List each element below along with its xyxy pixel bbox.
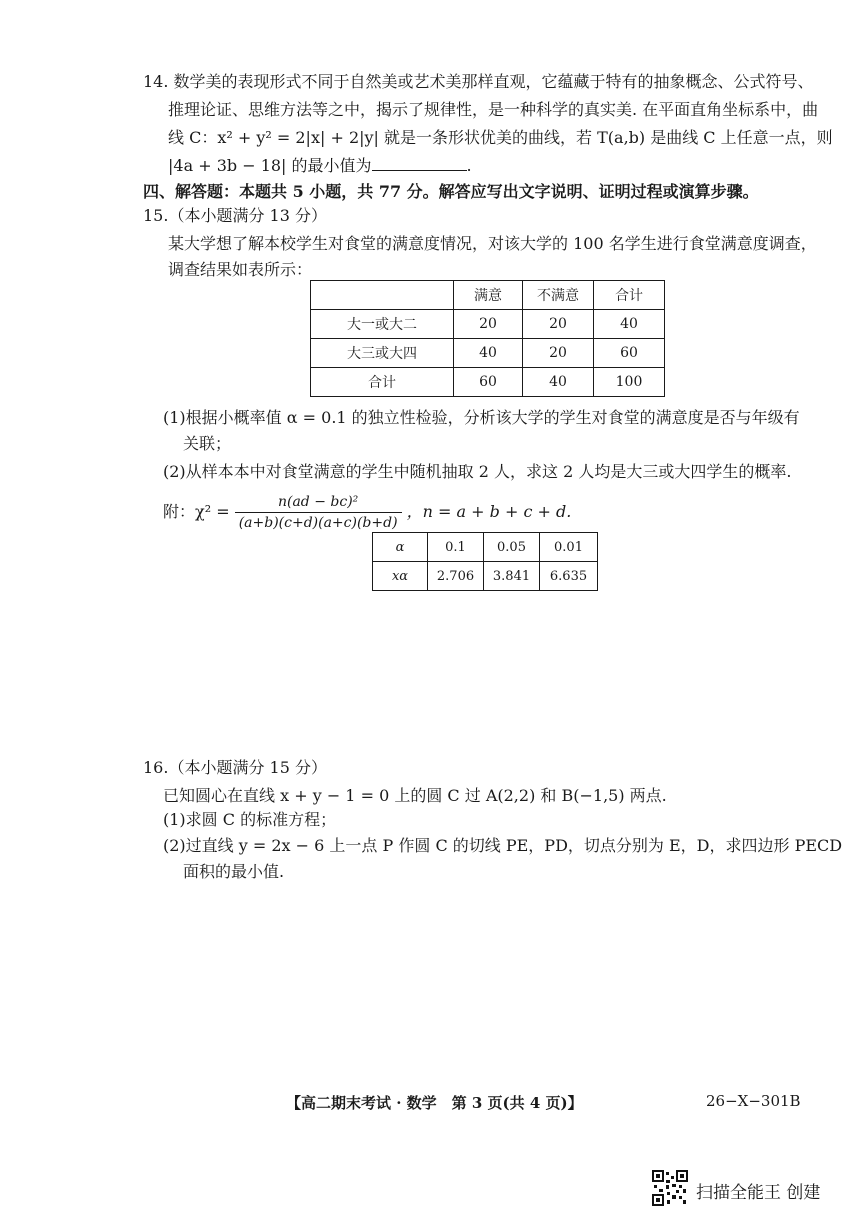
formula-prefix: 附：χ² = [163, 502, 230, 521]
answer-blank [372, 154, 467, 171]
chi-square-formula [163, 490, 571, 534]
critical-value-table [372, 532, 598, 591]
table-cell: 2.706 [428, 562, 484, 591]
q16-part-2-line-1: (2)过直线 y = 2x − 6 上一点 P 作圆 C 的切线 PE，PD，切点分别为 E，D，求四边形 PECD [163, 836, 843, 855]
table-cell: 60 [594, 339, 665, 368]
table-cell: 合计 [594, 281, 665, 310]
q16-part-1: (1)求圆 C 的标准方程； [163, 810, 337, 829]
q15-part-1-line-2: 关联； [183, 434, 232, 453]
table-row [311, 310, 665, 339]
table-header-row [311, 281, 665, 310]
table-row [311, 368, 665, 397]
table-cell: 3.841 [484, 562, 540, 591]
formula-numerator: n(ad − bc)² [235, 492, 402, 513]
table-cell: 0.1 [428, 533, 484, 562]
table-cell: 100 [594, 368, 665, 397]
formula-suffix: ，n = a + b + c + d. [406, 502, 572, 521]
watermark-text: 扫描全能王 创建 [696, 1183, 821, 1203]
table-cell: 40 [454, 339, 523, 368]
table-cell: 不满意 [523, 281, 594, 310]
q14-line-2: 推理论证、思维方法等之中，揭示了规律性，是一种科学的真实美. 在平面直角坐标系中，曲 [168, 100, 819, 119]
table-cell: 60 [454, 368, 523, 397]
q15-part-1-line-1: (1)根据小概率值 α = 0.1 的独立性检验，分析该大学的学生对食堂的满意度是否与年级有 [163, 408, 800, 427]
exam-code: 26−X−301B [706, 1092, 801, 1110]
qr-code-icon [652, 1170, 688, 1206]
table-row [373, 533, 598, 562]
q16-part-2-line-2: 面积的最小值. [183, 862, 285, 881]
q16-intro: 已知圆心在直线 x + y − 1 = 0 上的圆 C 过 A(2,2) 和 B(−1,5) 两点. [163, 786, 667, 805]
table-cell: 0.05 [484, 533, 540, 562]
table-cell: 0.01 [540, 533, 598, 562]
q15-intro-2: 调查结果如表所示： [168, 260, 313, 279]
q14-line-4-text: |4a + 3b − 18| 的最小值为 [168, 156, 372, 175]
q14-line-4-end: . [466, 156, 472, 175]
table-cell: 20 [454, 310, 523, 339]
table-cell: 20 [523, 339, 594, 368]
table-cell: 6.635 [540, 562, 598, 591]
table-cell: 大一或大二 [311, 310, 454, 339]
table-cell: 40 [523, 368, 594, 397]
page-footer: 【高二期末考试 · 数学 第 3 页(共 4 页)】 [286, 1094, 583, 1112]
formula-denominator: (a+b)(c+d)(a+c)(b+d) [238, 515, 398, 531]
table-cell: 合计 [311, 368, 454, 397]
table-row [311, 339, 665, 368]
table-cell [311, 281, 454, 310]
table-cell: 40 [594, 310, 665, 339]
q16-header: 16.（本小题满分 15 分） [143, 758, 327, 777]
survey-table [310, 280, 665, 397]
table-cell: α [373, 533, 428, 562]
q14-line-3: 线 C：x² + y² = 2|x| + 2|y| 就是一条形状优美的曲线，若 T(a,b) 是曲线 C 上任意一点，则 [168, 128, 833, 147]
table-cell: 大三或大四 [311, 339, 454, 368]
table-cell: xα [373, 562, 428, 591]
q14-line-4 [168, 154, 472, 178]
section-4-heading: 四、解答题：本题共 5 小题，共 77 分。解答应写出文字说明、证明过程或演算步骤。 [143, 182, 759, 201]
q14-line-1: 14. 数学美的表现形式不同于自然美或艺术美那样直观，它蕴藏于特有的抽象概念、公式符号、 [143, 72, 814, 91]
q15-part-2: (2)从样本本中对食堂满意的学生中随机抽取 2 人，求这 2 人均是大三或大四学生的概率. [163, 462, 792, 481]
table-row [373, 562, 598, 591]
q15-intro-1: 某大学想了解本校学生对食堂的满意度情况，对该大学的 100 名学生进行食堂满意度调查， [168, 234, 817, 253]
table-cell: 20 [523, 310, 594, 339]
formula-fraction [235, 492, 402, 533]
table-cell: 满意 [454, 281, 523, 310]
q15-header: 15.（本小题满分 13 分） [143, 206, 327, 225]
